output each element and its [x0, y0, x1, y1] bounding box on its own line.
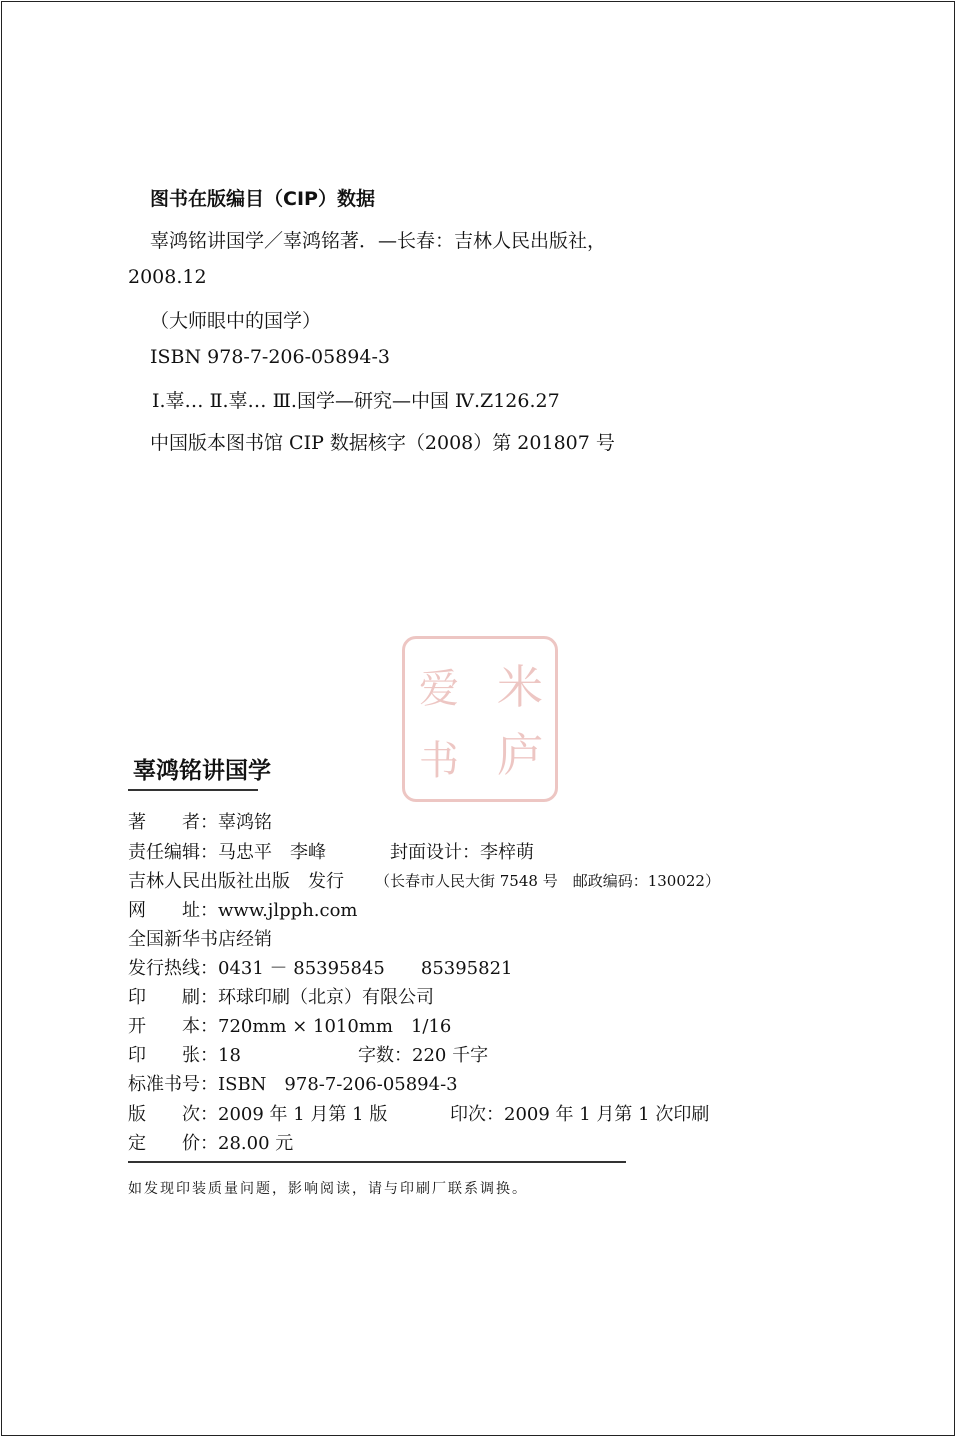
printer-line: 印 刷：环球印刷（北京）有限公司 — [128, 987, 434, 1008]
cip-line-6: 中国版本图书馆 CIP 数据核字（2008）第 201807 号 — [150, 432, 615, 454]
cover-design-line: 封面设计：李梓萌 — [390, 842, 534, 863]
seal-char: 米 — [497, 660, 543, 714]
title-underline — [128, 789, 258, 791]
cip-heading: 图书在版编目（CIP）数据 — [150, 188, 375, 210]
cip-line-2: 2008.12 — [128, 266, 207, 288]
bottom-rule — [128, 1161, 626, 1163]
book-title: 辜鸿铭讲国学 — [133, 758, 271, 784]
seal-char: 庐 — [497, 728, 543, 782]
cip-line-5: Ⅰ.辜… Ⅱ.辜… Ⅲ.国学—研究—中国 Ⅳ.Z126.27 — [152, 390, 560, 412]
author-line: 著 者：辜鸿铭 — [128, 812, 272, 833]
format-line: 开 本：720mm × 1010mm 1/16 — [128, 1016, 452, 1037]
cip-line-3: （大师眼中的国学） — [150, 310, 322, 332]
word-count-line: 字数：220 千字 — [358, 1045, 489, 1066]
isbn-line: 标准书号：ISBN 978-7-206-05894-3 — [128, 1074, 458, 1095]
seal-char: 爱 — [419, 666, 459, 712]
hotline-line: 发行热线：0431 － 85395845 85395821 — [128, 958, 513, 979]
quality-notice: 如发现印装质量问题，影响阅读，请与印刷厂联系调换。 — [128, 1181, 528, 1197]
price-line: 定 价：28.00 元 — [128, 1133, 294, 1154]
website-line: 网 址：www.jlpph.com — [128, 900, 358, 921]
cip-line-4: ISBN 978-7-206-05894-3 — [150, 346, 390, 368]
cip-line-1: 辜鸿铭讲国学／辜鸿铭著．—长春：吉林人民出版社， — [150, 230, 607, 252]
publisher-line: 吉林人民出版社出版 发行 — [128, 871, 344, 892]
publisher-address: （长春市人民大街 7548 号 邮政编码：130022） — [375, 872, 720, 890]
impression-line: 印次：2009 年 1 月第 1 次印刷 — [450, 1104, 710, 1125]
editors-line: 责任编辑：马忠平 李峰 — [128, 842, 326, 863]
seal-char: 书 — [419, 738, 459, 784]
red-seal-stamp — [402, 636, 558, 802]
distributor-line: 全国新华书店经销 — [128, 929, 272, 950]
edition-line: 版 次：2009 年 1 月第 1 版 — [128, 1104, 388, 1125]
sheets-line: 印 张：18 — [128, 1045, 241, 1066]
